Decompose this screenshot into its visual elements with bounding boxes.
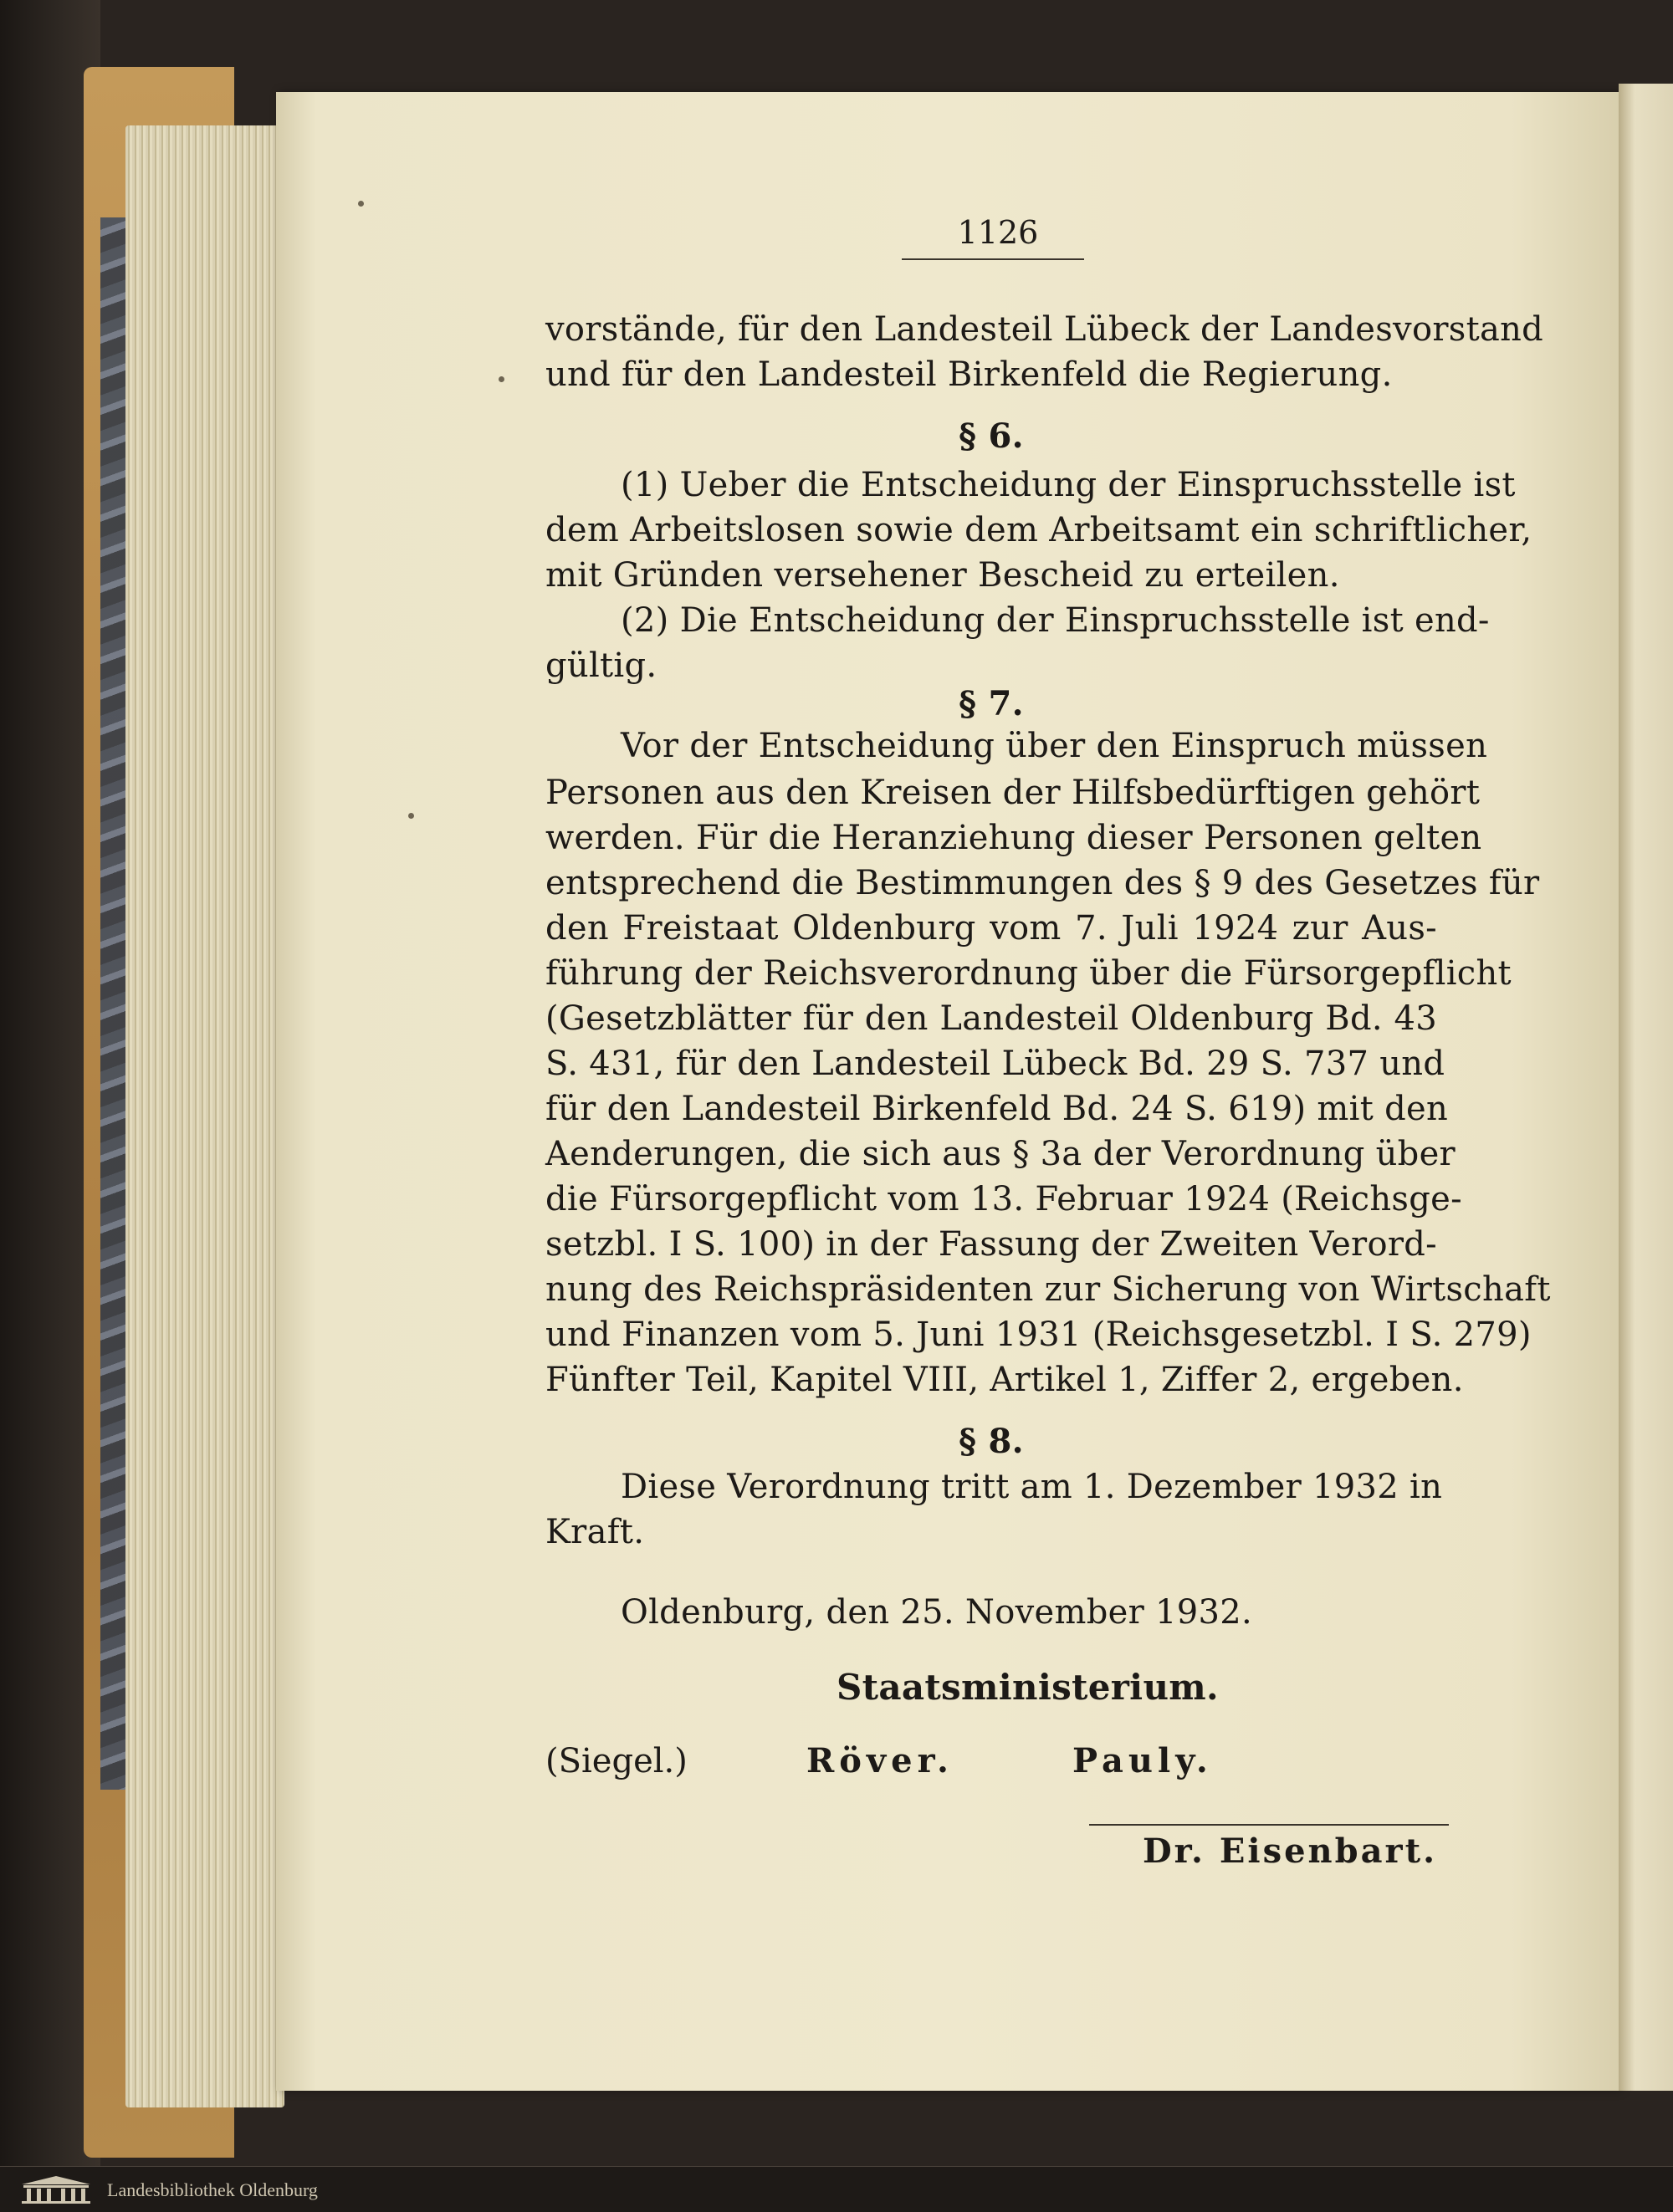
page-speck	[499, 376, 504, 382]
text-line: setzbl. I S. 100) in der Fassung der Zweiten Verord-	[545, 1225, 1437, 1264]
section-heading-7: § 7.	[959, 684, 1024, 723]
text-line: vorstände, für den Landesteil Lübeck der Landesvorstand	[545, 310, 1544, 349]
text-line: (Gesetzblätter für den Landesteil Oldenburg Bd. 43	[545, 999, 1437, 1038]
text-line: Aenderungen, die sich aus § 3a der Verordnung über	[545, 1135, 1456, 1173]
text-line: für den Landesteil Birkenfeld Bd. 24 S. 619) mit den	[545, 1090, 1449, 1128]
text-line: die Fürsorgepflicht vom 13. Februar 1924 (Reichsge-	[545, 1180, 1462, 1218]
page-speck	[408, 813, 414, 819]
text-line: und Finanzen vom 5. Juni 1931 (Reichsgesetzbl. I S. 279)	[545, 1315, 1532, 1354]
library-building-icon	[17, 2174, 96, 2204]
page-edges	[125, 125, 284, 2107]
text-line: Kraft.	[545, 1513, 645, 1551]
text-line: den Freistaat Oldenburg vom 7. Juli 1924 zur Aus-	[545, 909, 1437, 948]
signature-row	[545, 1739, 1437, 1786]
text-line: nung des Reichspräsidenten zur Sicherung von Wirtschaft	[545, 1270, 1551, 1309]
text-line: entsprechend die Bestimmungen des § 9 des Gesetzes für	[545, 864, 1540, 902]
text-line: und für den Landesteil Birkenfeld die Regierung.	[545, 355, 1393, 394]
ministry-heading: Staatsministerium.	[836, 1667, 1219, 1708]
signature-pauly: Pauly.	[1072, 1741, 1213, 1780]
page-number-rule	[902, 258, 1084, 260]
text-line: Personen aus den Kreisen der Hilfsbedürftigen gehört	[545, 774, 1481, 812]
seal-label: (Siegel.)	[545, 1742, 688, 1780]
text-line: (2) Die Entscheidung der Einspruchsstelle ist end-	[621, 601, 1490, 640]
facing-page-edge	[1619, 84, 1673, 2091]
text-line: mit Gründen versehener Bescheid zu erteilen.	[545, 556, 1340, 595]
text-line: (1) Ueber die Entscheidung der Einspruchsstelle ist	[621, 466, 1516, 504]
section-heading-8: § 8.	[959, 1422, 1024, 1461]
text-line: Fünfter Teil, Kapitel VIII, Artikel 1, Ziffer 2, ergeben.	[545, 1361, 1464, 1399]
page-speck	[358, 201, 364, 207]
text-line: Diese Verordnung tritt am 1. Dezember 1932 in	[621, 1468, 1443, 1506]
page-number: 1126	[957, 214, 1039, 251]
text-line: werden. Für die Heranziehung dieser Personen gelten	[545, 819, 1482, 857]
text-line: Vor der Entscheidung über den Einspruch müssen	[621, 727, 1488, 765]
signature-rule	[1089, 1824, 1449, 1826]
library-name: Landesbibliothek Oldenburg	[107, 2179, 318, 2200]
text-line: gültig.	[545, 646, 657, 685]
text-line: dem Arbeitslosen sowie dem Arbeitsamt ein schriftlicher,	[545, 511, 1532, 549]
date-line: Oldenburg, den 25. November 1932.	[621, 1593, 1253, 1632]
text-line: S. 431, für den Landesteil Lübeck Bd. 29 S. 737 und	[545, 1045, 1445, 1083]
section-heading-6: § 6.	[959, 416, 1024, 456]
signature-eisenbart: Dr. Eisenbart.	[1142, 1831, 1437, 1871]
text-line: führung der Reichsverordnung über die Fürsorgepflicht	[545, 954, 1512, 993]
signature-roever: Röver.	[806, 1741, 954, 1780]
